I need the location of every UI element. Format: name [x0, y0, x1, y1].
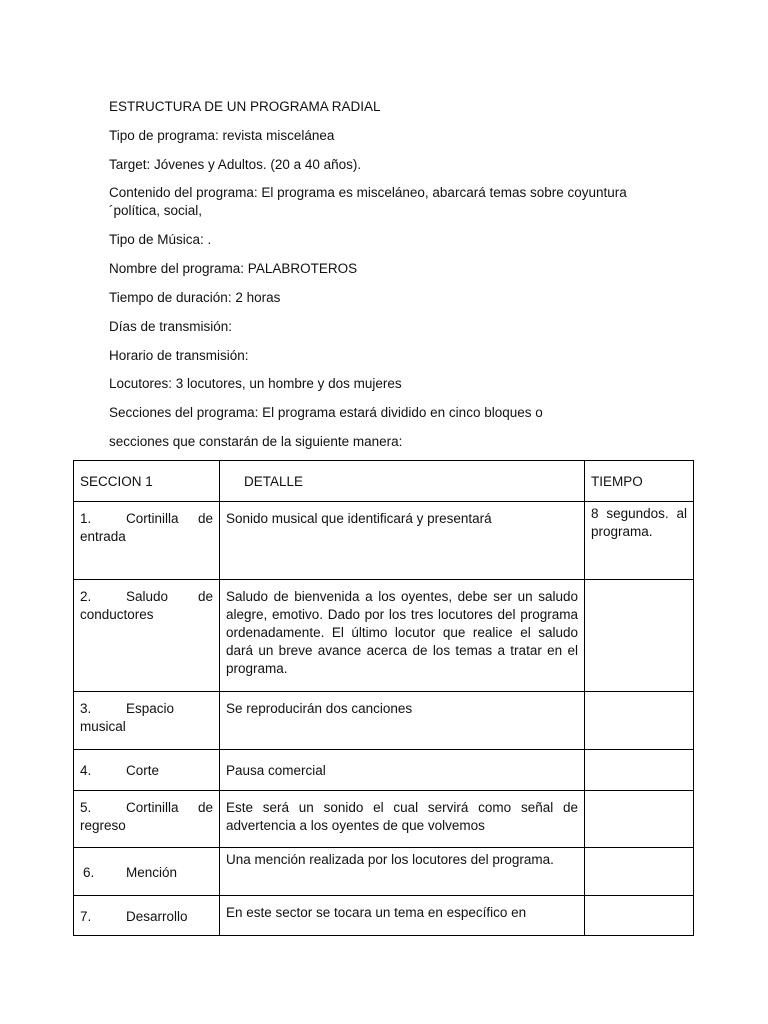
section-name-cell — [74, 502, 220, 580]
table-header-row — [74, 461, 694, 502]
row-number: 3. — [80, 701, 92, 716]
info-tipo-programa: Tipo de programa: revista miscelánea — [109, 128, 335, 143]
info-contenido-cont: ´política, social, — [109, 203, 203, 218]
section-detail: Se reproducirán dos canciones — [220, 692, 585, 750]
info-horario: Horario de transmisión: — [109, 348, 249, 363]
section-time: 8 segundos. al programa. — [585, 502, 694, 580]
info-secciones: Secciones del programa: El programa estará dividido en cinco bloques o — [109, 405, 543, 420]
section-name: Desarrollo — [126, 908, 188, 924]
table-row — [74, 896, 694, 936]
section-name-cell — [74, 791, 220, 848]
page-title: ESTRUCTURA DE UN PROGRAMA RADIAL — [109, 99, 381, 114]
section-time — [585, 580, 694, 692]
info-locutores: Locutores: 3 locutores, un hombre y dos mujeres — [109, 376, 402, 391]
table-row — [74, 580, 694, 692]
section-name-cell — [74, 692, 220, 750]
row-number: 6. — [83, 864, 95, 880]
header-seccion: SECCION 1 — [74, 461, 220, 502]
section-time — [585, 750, 694, 791]
section-name-cell — [74, 896, 220, 936]
section-name-cell — [74, 848, 220, 896]
row-number: 5. — [80, 800, 92, 815]
table-row — [74, 692, 694, 750]
section-detail: Pausa comercial — [220, 750, 585, 791]
section-detail: Saludo de bienvenida a los oyentes, debe ser un saludo alegre, emotivo. Dado por los tres locutores del programa ordenadamente. El último locutor que realice el saludo dará un breve avance acerca de los temas a tratar en el programa. — [220, 580, 585, 692]
table-row — [74, 848, 694, 896]
section-name: Mención — [126, 864, 178, 880]
section-name-cell — [74, 580, 220, 692]
section-name: Cortinilla de regreso — [80, 800, 213, 833]
table-row — [74, 791, 694, 848]
section-name: Saludo de conductores — [80, 589, 213, 622]
info-secciones-cont: secciones que constarán de la siguiente manera: — [109, 434, 403, 449]
info-tipo-musica: Tipo de Música: . — [109, 232, 212, 247]
info-target: Target: Jóvenes y Adultos. (20 a 40 años). — [109, 157, 362, 172]
info-dias: Días de transmisión: — [109, 319, 233, 334]
table-row — [74, 502, 694, 580]
section-time — [585, 848, 694, 896]
row-number: 2. — [80, 589, 92, 604]
info-nombre-programa: Nombre del programa: PALABROTEROS — [109, 261, 358, 276]
section-name-cell — [74, 750, 220, 791]
info-duracion: Tiempo de duración: 2 horas — [109, 290, 281, 305]
section-detail: En este sector se tocara un tema en específico en — [220, 896, 585, 936]
section-detail: Este será un sonido el cual servirá como señal de advertencia a los oyentes de que volvemos — [220, 791, 585, 848]
section-detail: Una mención realizada por los locutores del programa. — [220, 848, 585, 896]
row-number: 4. — [80, 763, 92, 778]
section-name: Cortinilla de entrada — [80, 511, 213, 544]
row-number: 7. — [80, 908, 92, 924]
section-time — [585, 692, 694, 750]
section-name: Espacio musical — [80, 701, 175, 734]
table-row — [74, 750, 694, 791]
section-detail: Sonido musical que identificará y presentará — [220, 502, 585, 580]
header-detalle: DETALLE — [220, 461, 585, 502]
sections-table — [73, 460, 694, 936]
header-tiempo: TIEMPO — [585, 461, 694, 502]
section-time — [585, 896, 694, 936]
row-number: 1. — [80, 511, 92, 526]
info-contenido: Contenido del programa: El programa es misceláneo, abarcará temas sobre coyuntura — [109, 185, 627, 200]
section-time — [585, 791, 694, 848]
section-name: Corte — [126, 763, 160, 778]
